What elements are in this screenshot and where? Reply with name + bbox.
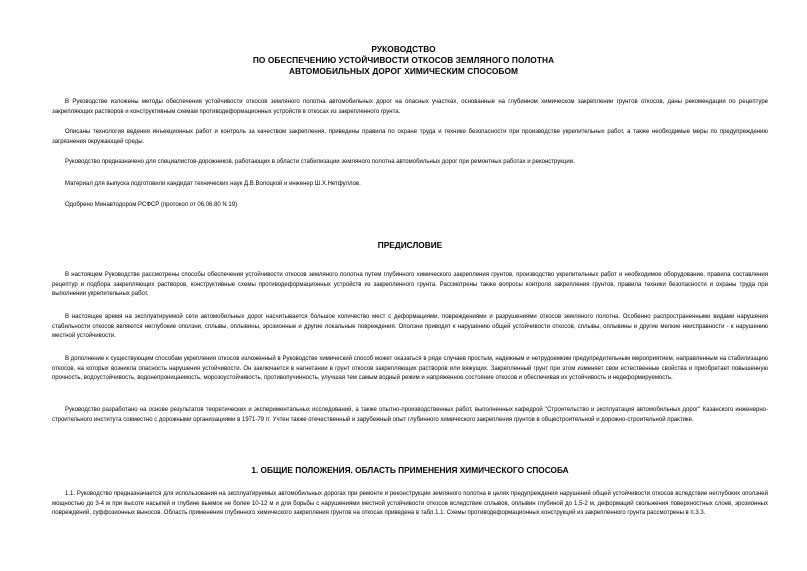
preface-heading: ПРЕДИСЛОВИЕ	[377, 240, 443, 250]
intro-paragraph-5: Одобрено Минавтодором РСФСР (протокол от 06.06.80 N 19)	[65, 202, 238, 208]
document-title	[60, 44, 747, 77]
preface-paragraph-2: В настоящее время на эксплуатируемой сети автомобильных дорог насчитывается большое количество мест с деформациями, повреждениями и разрушениями откосов земляного полотна. Особенно распространенными видами нарушения стабильности откосов являются неглубокие оползни, сплывы, оплывины, эрозионные и другие локальные повреждения. Оползни приводят к нарушению общей устойчивости откосов, сплывы, оплывины и другие мелкие неисправности - к нарушению местной устойчивости.	[52, 314, 768, 340]
intro-paragraph-1: В Руководстве изложены методы обеспечения устойчивости откосов земляного полотна автомобильных дорог на опасных участках, основанные на глубинном химическом закреплении грунтов откосов, даны рекомендации по рецептуре закрепляющих растворов и конструктивным схемам противодеформационных устройств в откосах из закрепленного грунта.	[52, 99, 768, 115]
title-line-1: РУКОВОДСТВО	[371, 44, 436, 54]
preface-paragraph-1: В настоящем Руководстве рассмотрены способы обеспечения устойчивости откосов земляного полотна путем глубинного химического закрепления грунтов, производство укрепительных работ и необходимое оборудование, правила составления рецептур и подбора закрепляющих растворов, конструктивные схемы противодеформационных устройств из закрепленного грунта. Рассмотрены также вопросы контроля закрепления грунтов, правила техники безопасности и охраны труда при выполнении укрепительных работ.	[52, 272, 768, 298]
preface-paragraph-4: Руководство разработано на основе результатов теоретических и экспериментальных исследований, а также опытно-производственных работ, выполненных кафедрой "Строительство и эксплуатация автомобильных дорог" Казанского инженерно-строительного института совместно с дорожными организациями в 1971-79 гг. Учтен также отечественный и зарубежный опыт глубинного химического закрепления грунтов в общестроительной и дорожно-строительной практике.	[52, 407, 768, 423]
section-1-heading: 1. ОБЩИЕ ПОЛОЖЕНИЯ. ОБЛАСТЬ ПРИМЕНЕНИЯ ХИМИЧЕСКОГО СПОСОБА	[251, 465, 569, 475]
title-line-2: ПО ОБЕСПЕЧЕНИЮ УСТОЙЧИВОСТИ ОТКОСОВ ЗЕМЛЯНОГО ПОЛОТНА	[252, 55, 555, 65]
preface-paragraph-3: В дополнение к существующим способам укрепления откосов изложенный в Руководстве химический способ может оказаться в ряде случаев простым, надежным и нетрудоемким предупредительным мероприятием, направленным на стабилизацию откосов, на которых возникла опасность нарушения устойчивости. Он заключается в нагнетании в грунт откосов закрепляющих растворов или вяжущих. Закрепленный грунт при этом изменяет свои естественные свойства и приобретает повышенную прочность, водоустойчивость, водонепроницаемость, морозоустойчивость, противопучинность, улучшая тем самым водный режим и напряженное состояние откосов и обеспечивая их устойчивость и недеформируемость.	[52, 356, 768, 382]
title-line-3: АВТОМОБИЛЬНЫХ ДОРОГ ХИМИЧЕСКИМ СПОСОБОМ	[288, 66, 519, 76]
intro-paragraph-2: Описаны технология ведения инъекционных работ и контроль за качеством закрепления, приведены правила по охране труда и технике безопасности при производстве укрепительных работ, а также необходимые меры по предупреждению загрязнения окружающей среды.	[52, 129, 768, 145]
section-1-paragraph-1: 1.1. Руководство предназначается для использования на эксплуатируемых автомобильных дорогах при ремонте и реконструкции земляного полотна в целях предупреждения нарушений общей устойчивости откосов вследствие неглубоких оползней мощностью до 3-4 м при высоте насыпей и глубине выемок не более 10-12 м и для борьбы с нарушениями местной устойчивости откосов вследствие сплывов, оплывин глубиной до 1,5-2 м, деформаций скольжения поверхностных слоев, эрозионных повреждений, суффозионных выносов. Область применения глубинного химического закрепления грунтов на откосах приведена в табл.1.1. Схемы противодеформационных конструкций из закрепленного грунта рассмотрены в п.3.3.	[52, 491, 768, 517]
intro-paragraph-3: Руководство предназначено для специалистов-дорожников, работающих в области стабилизации земляного полотна автомобильных дорог при ремонтных работах и реконструкции.	[65, 159, 575, 165]
intro-paragraph-4: Материал для выпуска подготовили кандидат технических наук Д.В.Волоцкой и инженер Ш.Х.Нетфуллов.	[65, 181, 361, 187]
